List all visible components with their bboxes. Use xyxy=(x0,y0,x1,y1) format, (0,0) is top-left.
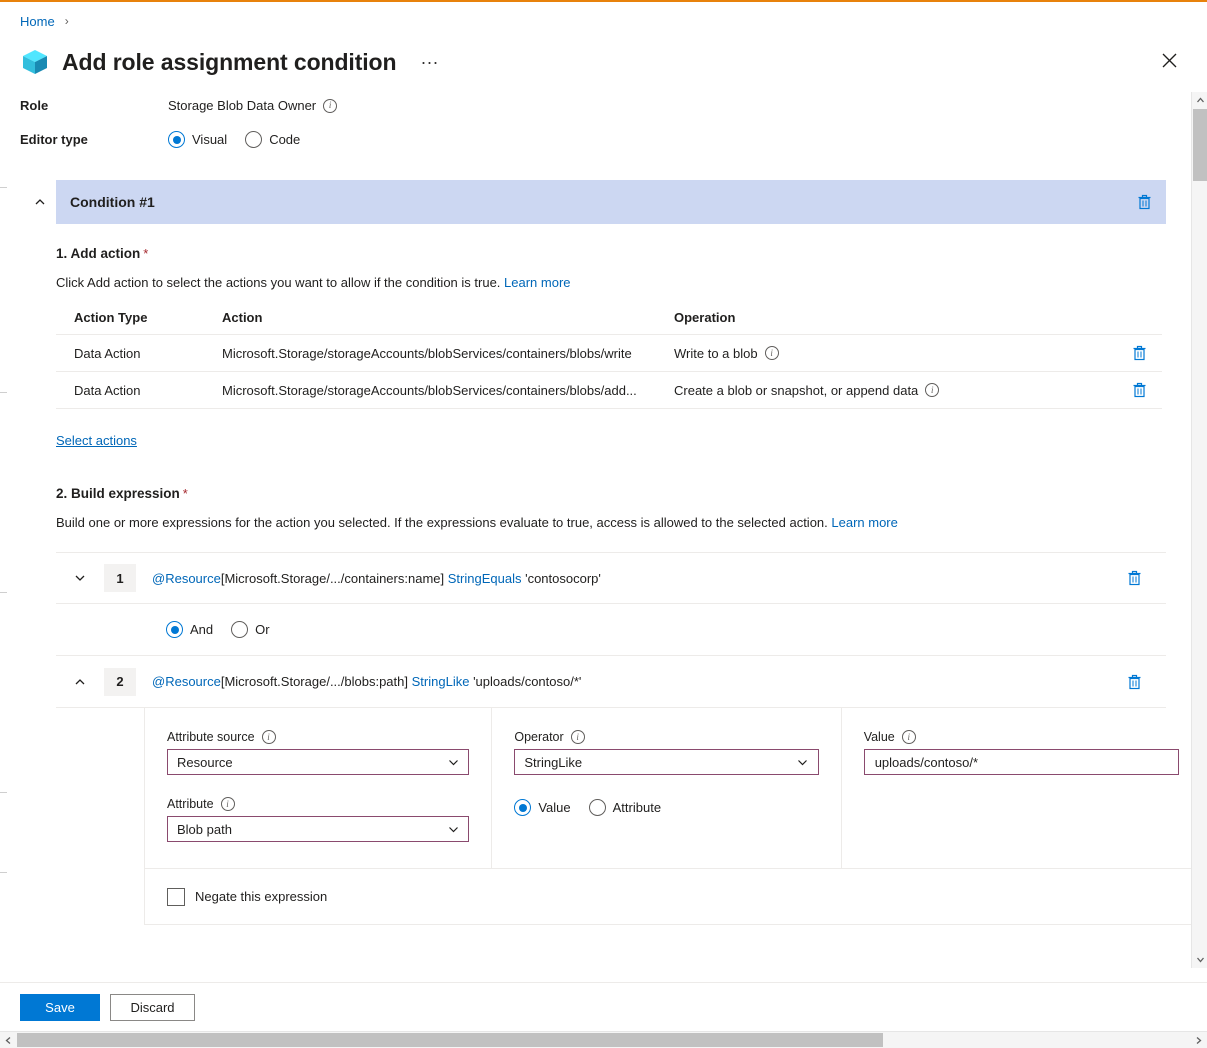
chevron-down-icon xyxy=(794,757,812,768)
expression-1-number: 1 xyxy=(104,564,136,592)
scroll-up-icon[interactable] xyxy=(1192,92,1207,109)
delete-action-icon[interactable] xyxy=(1124,382,1154,398)
expression-2-operator: StringLike xyxy=(411,674,470,689)
role-label: Role xyxy=(20,98,49,113)
editor-type-visual-label: Visual xyxy=(192,132,228,147)
operation-cell xyxy=(656,372,1106,409)
operator-info-icon[interactable]: i xyxy=(571,730,585,744)
role-value: Storage Blob Data Owner xyxy=(168,98,317,113)
negate-expression-checkbox[interactable] xyxy=(167,888,185,906)
action-cell: Microsoft.Storage/storageAccounts/blobServices/containers/blobs/add... xyxy=(204,372,656,409)
expression-1-operator: StringEquals xyxy=(447,570,522,586)
expression-row-2[interactable] xyxy=(56,656,1166,708)
logical-operator-or-label: Or xyxy=(255,622,270,637)
expression-1-expand-icon[interactable] xyxy=(64,562,96,594)
operation-info-icon[interactable]: i xyxy=(925,383,939,397)
resource-cube-icon xyxy=(20,47,50,77)
chevron-down-icon xyxy=(444,757,462,768)
vertical-scrollbar[interactable] xyxy=(1191,92,1207,968)
value-mode-value-option[interactable] xyxy=(514,799,570,816)
more-options-button[interactable]: ··· xyxy=(420,52,439,72)
expression-2-attribute: [Microsoft.Storage/.../blobs:path] xyxy=(220,674,408,689)
editor-type-code-label: Code xyxy=(269,132,301,147)
expressions-list xyxy=(56,552,1166,925)
attribute-info-icon[interactable]: i xyxy=(221,797,235,811)
column-header-operation: Operation xyxy=(656,304,1162,335)
save-button[interactable]: Save xyxy=(20,994,100,1021)
attribute-value: Blob path xyxy=(177,821,232,837)
horizontal-scrollbar-thumb[interactable] xyxy=(17,1033,883,1047)
expression-2-number: 2 xyxy=(104,668,136,696)
logical-operator-and-label: And xyxy=(190,622,214,637)
chevron-down-icon xyxy=(444,824,462,835)
delete-expression-2-icon[interactable] xyxy=(1127,674,1142,690)
negate-expression-row xyxy=(144,869,1202,925)
step-1-description xyxy=(56,275,1166,290)
expression-1-value: 'contosocorp' xyxy=(525,570,601,586)
step-2-heading xyxy=(56,486,1166,501)
operation-cell xyxy=(656,335,1106,372)
value-mode-value-radio[interactable] xyxy=(514,799,531,816)
scroll-left-icon[interactable] xyxy=(0,1032,17,1048)
expression-1-resource: @Resource xyxy=(152,570,221,586)
value-input-wrapper[interactable] xyxy=(864,749,1179,775)
vertical-scrollbar-thumb[interactable] xyxy=(1193,109,1207,181)
column-header-action: Action xyxy=(204,304,656,335)
select-actions-link[interactable]: Select actions xyxy=(56,433,137,448)
expression-2-collapse-icon[interactable] xyxy=(64,666,96,698)
step-2-description xyxy=(56,515,1166,530)
step-2-required-marker: * xyxy=(182,486,188,501)
operation-text: Write to a blob xyxy=(674,345,758,361)
condition-collapse-icon[interactable] xyxy=(28,190,52,214)
attribute-dropdown[interactable] xyxy=(167,816,469,842)
step-1-description-text: Click Add action to select the actions you want to allow if the condition is true. xyxy=(56,275,501,290)
table-row xyxy=(56,372,1162,409)
value-label-row xyxy=(864,730,1179,744)
attribute-source-column xyxy=(145,708,492,868)
condition-editor xyxy=(0,92,1190,925)
value-mode-attribute-option[interactable] xyxy=(589,799,661,816)
step-1-required-marker: * xyxy=(143,246,149,261)
role-info-icon[interactable]: i xyxy=(323,99,337,113)
negate-expression-label: Negate this expression xyxy=(195,889,328,904)
actions-table xyxy=(56,304,1162,409)
scroll-right-icon[interactable] xyxy=(1190,1032,1207,1048)
expression-1-attribute: [Microsoft.Storage/.../containers:name] xyxy=(220,570,445,586)
step-2-title: 2. Build expression xyxy=(56,486,180,501)
value-mode-value-label: Value xyxy=(538,800,571,815)
operator-label: Operator xyxy=(514,730,564,744)
expression-1-text xyxy=(152,571,601,586)
editor-type-label: Editor type xyxy=(20,132,88,147)
operation-info-icon[interactable]: i xyxy=(765,346,779,360)
breadcrumb-home-link[interactable]: Home xyxy=(20,13,55,29)
condition-body xyxy=(56,224,1166,925)
logical-operator-row xyxy=(56,604,1166,656)
attribute-label-row xyxy=(167,797,469,811)
delete-action-cell xyxy=(1106,372,1162,409)
operator-dropdown[interactable] xyxy=(514,749,818,775)
attribute-source-label: Attribute source xyxy=(167,730,255,744)
expression-2-text xyxy=(152,674,581,689)
operator-value: StringLike xyxy=(524,754,583,770)
value-info-icon[interactable]: i xyxy=(902,730,916,744)
condition-header xyxy=(56,180,1166,224)
step-2-learn-more-link[interactable]: Learn more xyxy=(831,515,898,530)
value-mode-attribute-label: Attribute xyxy=(612,800,662,815)
content-scroll-area xyxy=(0,92,1207,968)
expression-editor-panel xyxy=(144,708,1202,869)
page-title: Add role assignment condition xyxy=(62,48,397,75)
page-header xyxy=(0,40,1207,84)
delete-expression-1-icon[interactable] xyxy=(1127,570,1142,586)
attribute-source-info-icon[interactable]: i xyxy=(262,730,276,744)
attribute-source-dropdown[interactable] xyxy=(167,749,469,775)
close-icon[interactable] xyxy=(1153,44,1185,76)
delete-action-cell xyxy=(1106,335,1162,372)
attribute-label: Attribute xyxy=(167,797,214,811)
step-1-title: 1. Add action xyxy=(56,246,141,261)
operator-label-row xyxy=(514,730,818,744)
column-header-action-type: Action Type xyxy=(56,304,204,335)
step-1-heading xyxy=(56,246,1166,261)
breadcrumb xyxy=(0,2,1207,40)
logical-operator-or-radio[interactable] xyxy=(231,621,248,638)
scroll-down-icon[interactable] xyxy=(1192,951,1207,968)
operation-text: Create a blob or snapshot, or append data xyxy=(674,382,919,398)
discard-button[interactable]: Discard xyxy=(110,994,195,1021)
value-mode-radio-group xyxy=(514,799,818,816)
step-2-description-text: Build one or more expressions for the action you selected. If the expressions evaluate to true, access is allowed to the selected action. xyxy=(56,515,828,530)
attribute-source-label-row xyxy=(167,730,469,744)
footer-action-bar xyxy=(0,982,1207,1031)
value-mode-attribute-radio[interactable] xyxy=(589,799,606,816)
action-cell: Microsoft.Storage/storageAccounts/blobServices/containers/blobs/write xyxy=(204,335,656,372)
action-type-cell: Data Action xyxy=(56,372,204,409)
delete-condition-icon[interactable] xyxy=(1137,194,1152,210)
condition-title: Condition #1 xyxy=(70,194,155,210)
expression-row-1[interactable] xyxy=(56,552,1166,604)
expression-2-resource: @Resource xyxy=(152,674,221,689)
step-1-learn-more-link[interactable]: Learn more xyxy=(504,275,571,290)
operator-column xyxy=(492,708,841,868)
expression-2-value: 'uploads/contoso/*' xyxy=(473,674,582,689)
action-type-cell: Data Action xyxy=(56,335,204,372)
logical-operator-and-option[interactable] xyxy=(166,621,213,638)
table-row xyxy=(56,335,1162,372)
actions-table-header-row xyxy=(56,304,1162,335)
logical-operator-and-radio[interactable] xyxy=(166,621,183,638)
value-label: Value xyxy=(863,730,895,744)
breadcrumb-separator-icon: › xyxy=(64,14,69,28)
delete-action-icon[interactable] xyxy=(1124,345,1154,361)
logical-operator-or-option[interactable] xyxy=(231,621,269,638)
value-input[interactable] xyxy=(873,754,1170,771)
value-column xyxy=(842,708,1201,868)
horizontal-scrollbar[interactable] xyxy=(0,1031,1207,1048)
attribute-source-value: Resource xyxy=(177,754,233,770)
